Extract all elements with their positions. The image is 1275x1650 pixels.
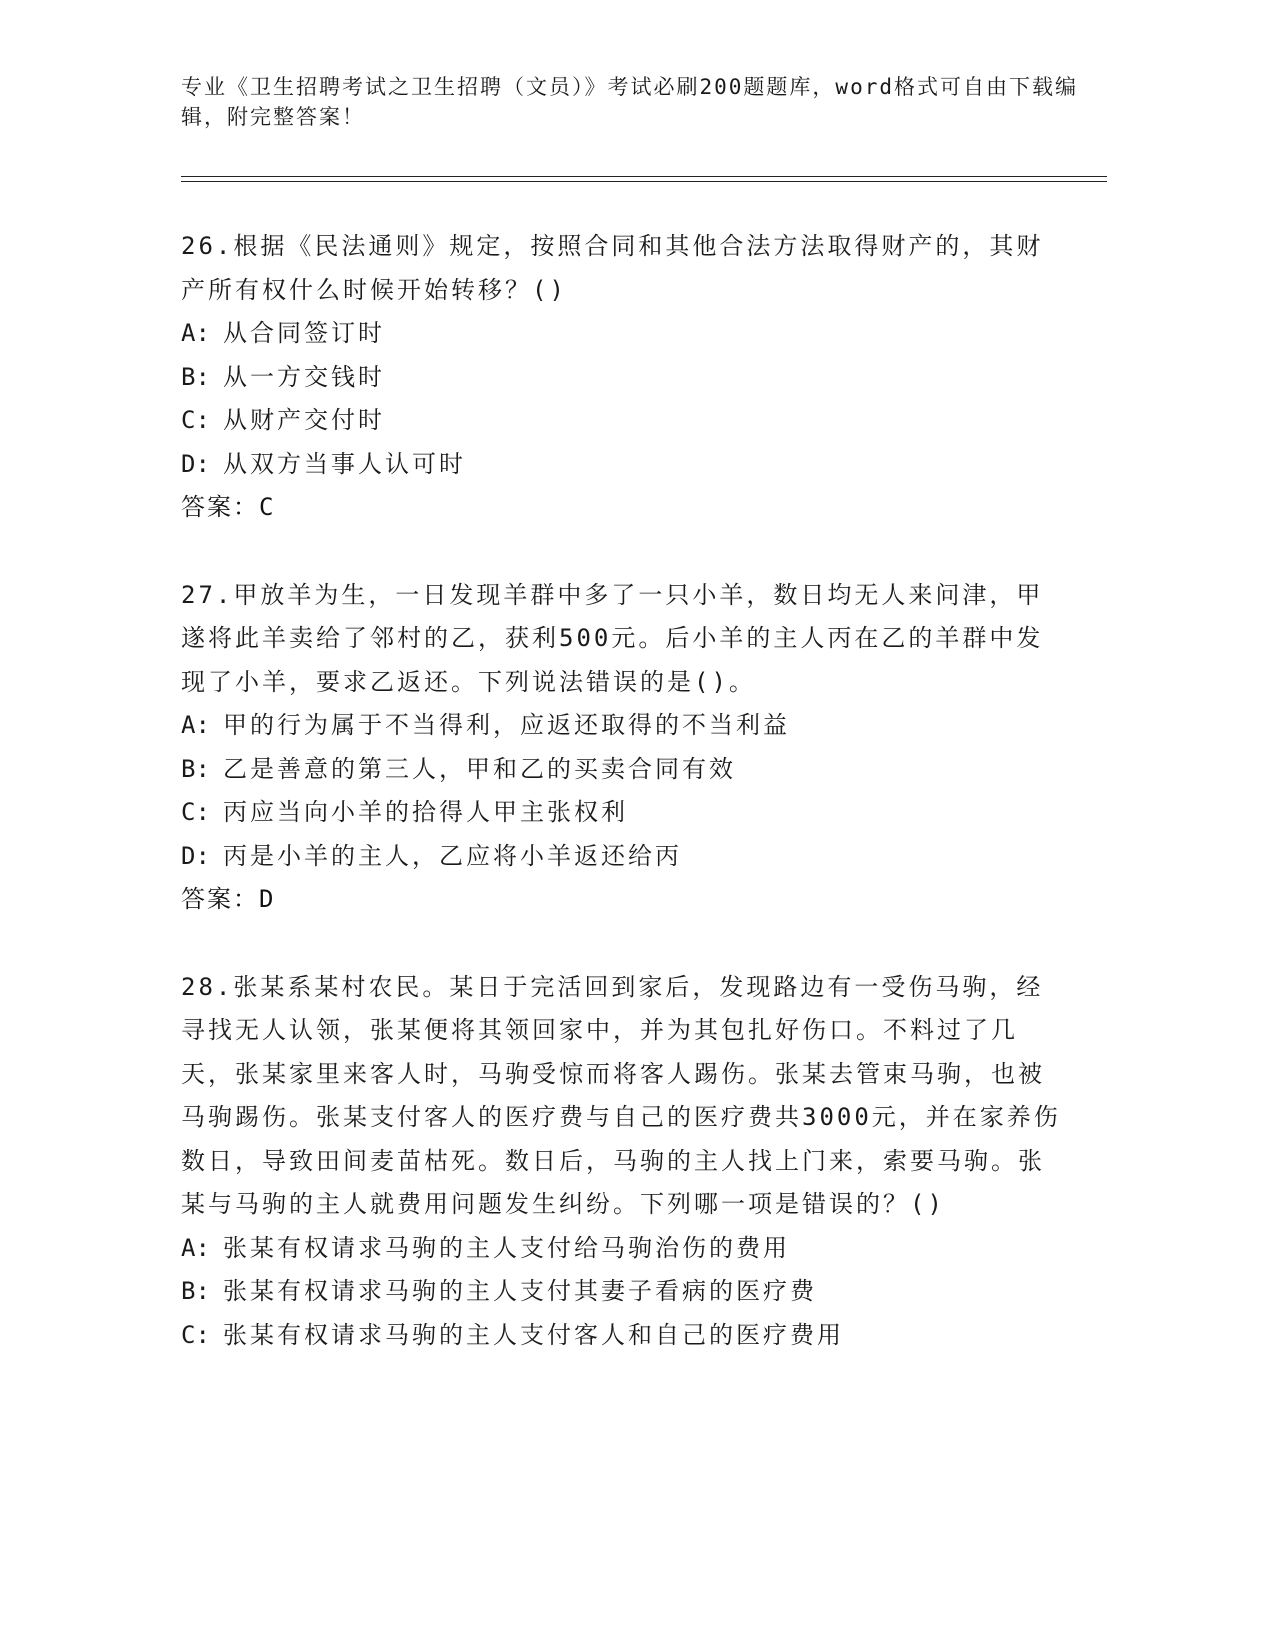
header-divider-top: [181, 176, 1107, 177]
option-key: D:: [181, 449, 210, 478]
option-key: B:: [181, 362, 210, 391]
answer-value: D: [259, 885, 276, 913]
option-text: 张某有权请求马驹的主人支付给马驹治伤的费用: [223, 1233, 790, 1262]
question-26: [181, 225, 1061, 530]
option-d: [181, 835, 1061, 879]
option-text: 丙应当向小羊的拾得人甲主张权利: [223, 798, 628, 826]
answer-label: 答案：: [181, 885, 259, 913]
option-key: B:: [181, 1277, 210, 1305]
answer-line: [181, 486, 1061, 530]
option-c: [181, 1314, 1061, 1358]
answer-label: 答案：: [181, 493, 259, 521]
question-text: 28.张某系某村农民。某日于完活回到家后，发现路边有一受伤马驹，经寻找无人认领，张某便将其领回家中，并为其包扎好伤口。不料过了几天，张某家里来客人时，马驹受惊而将客人踢伤。张某去管束马驹，也被马驹踢伤。张某支付客人的医疗费与自己的医疗费共3000元，并在家养伤数日，导致田间麦苗枯死。数日后，马驹的主人找上门来，索要马驹。张某与马驹的主人就费用问题发生纠纷。下列哪一项是错误的？(): [181, 972, 1061, 1218]
option-key: B:: [181, 754, 210, 783]
option-a: [181, 312, 1061, 356]
option-a: [181, 1227, 1061, 1271]
option-text: 从财产交付时: [223, 406, 385, 434]
option-key: C:: [181, 406, 210, 434]
question-list: [181, 225, 1061, 1401]
question-text: 26.根据《民法通则》规定，按照合同和其他合法方法取得财产的，其财产所有权什么时候开始转移？(): [181, 232, 1044, 304]
question-28: [181, 966, 1061, 1358]
document-header: 专业《卫生招聘考试之卫生招聘（文员）》考试必刷200题题库，word格式可自由下载编辑，附完整答案！: [181, 75, 1078, 129]
option-key: C:: [181, 1320, 210, 1349]
option-text: 从一方交钱时: [223, 362, 385, 391]
option-key: A:: [181, 319, 210, 347]
option-text: 张某有权请求马驹的主人支付其妻子看病的医疗费: [223, 1277, 817, 1305]
option-text: 乙是善意的第三人，甲和乙的买卖合同有效: [223, 754, 736, 783]
answer-value: C: [259, 493, 276, 521]
option-b: [181, 1270, 1061, 1314]
option-text: 从双方当事人认可时: [223, 449, 466, 478]
option-a: [181, 704, 1061, 748]
option-text: 丙是小羊的主人，乙应将小羊返还给丙: [223, 841, 682, 870]
option-b: [181, 356, 1061, 400]
option-text: 张某有权请求马驹的主人支付客人和自己的医疗费用: [223, 1320, 844, 1349]
option-text: 甲的行为属于不当得利，应返还取得的不当利益: [223, 711, 790, 739]
option-key: A:: [181, 1233, 210, 1262]
header-divider-bottom: [181, 181, 1107, 182]
option-key: C:: [181, 798, 210, 826]
option-text: 从合同签订时: [223, 319, 385, 347]
option-key: D:: [181, 841, 210, 870]
answer-line: [181, 878, 1061, 922]
option-d: [181, 443, 1061, 487]
question-27: [181, 574, 1061, 922]
option-c: [181, 791, 1061, 835]
option-key: A:: [181, 711, 210, 739]
option-b: [181, 748, 1061, 792]
question-text: 27.甲放羊为生，一日发现羊群中多了一只小羊，数日均无人来问津，甲遂将此羊卖给了邻村的乙，获利500元。后小羊的主人丙在乙的羊群中发现了小羊，要求乙返还。下列说法错误的是()。: [181, 580, 1044, 696]
option-c: [181, 399, 1061, 443]
